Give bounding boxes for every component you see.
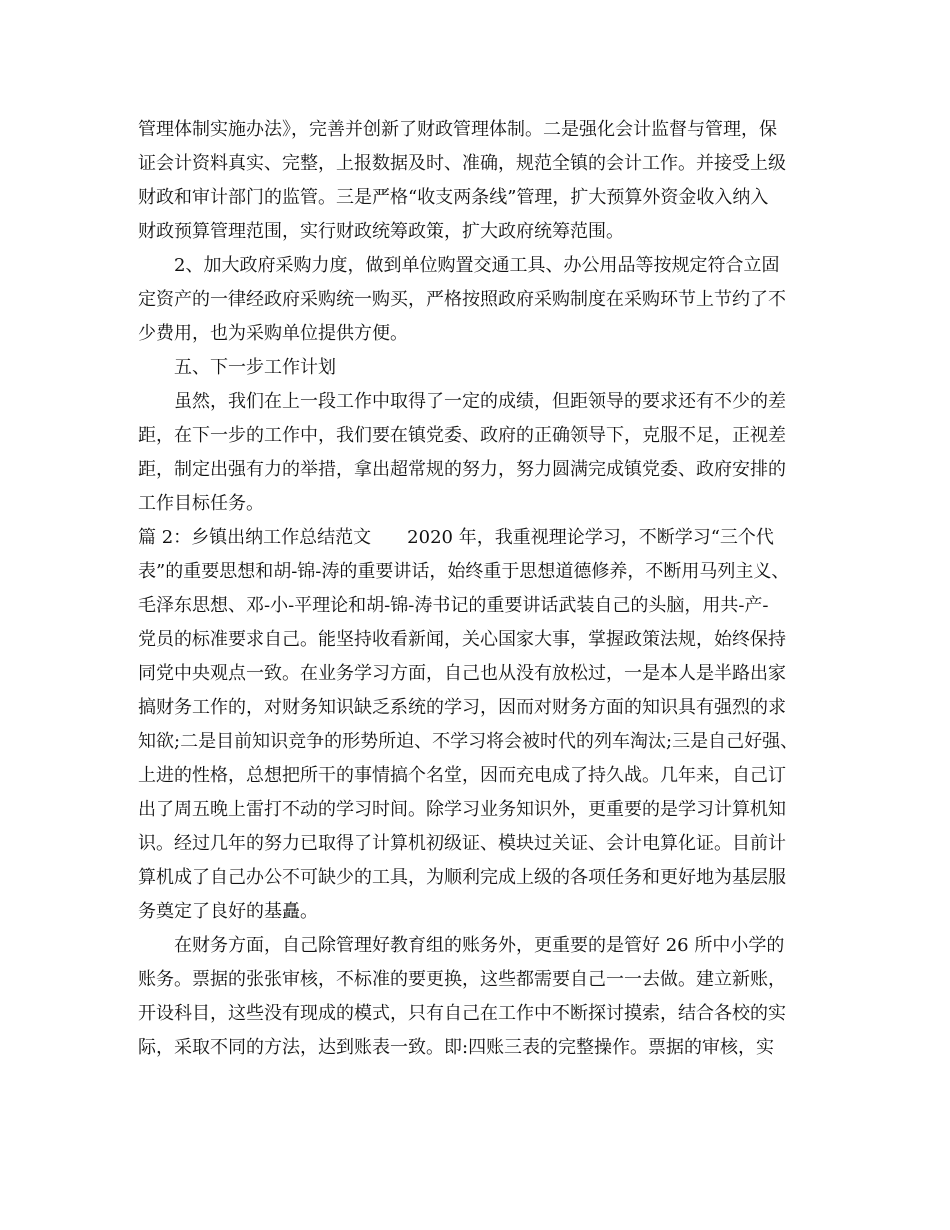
text-line: 工作目标任务。 bbox=[138, 493, 264, 514]
text-line: 务奠定了良好的基矗。 bbox=[138, 901, 318, 922]
text-line: 同党中央观点一致。在业务学习方面，自己也从没有放松过，一是本人是半路出家 bbox=[138, 663, 786, 684]
text-line: 2、加大政府采购力度，做到单位购置交通工具、办公用品等按规定符合立固 bbox=[174, 255, 780, 276]
text-line: 账务。票据的张张审核，不标准的要更换，这些都需要自己一一去做。建立新账， bbox=[138, 969, 786, 990]
text-line: 虽然，我们在上一段工作中取得了一定的成绩，但距领导的要求还有不少的差 bbox=[174, 391, 786, 412]
text-line: 开设科目，这些没有现成的模式，只有自己在工作中不断探讨摸索，结合各校的实 bbox=[138, 1003, 786, 1024]
text-line: 篇 2：乡镇出纳工作总结范文 2020 年，我重视理论学习，不断学习“三个代 bbox=[138, 527, 774, 548]
text-line: 识。经过几年的努力已取得了计算机初级证、模块过关证、会计电算化证。目前计 bbox=[138, 833, 786, 854]
text-line: 算机成了自己办公不可缺少的工具，为顺利完成上级的各项任务和更好地为基层服 bbox=[138, 867, 786, 888]
text-line: 少费用，也为采购单位提供方便。 bbox=[138, 323, 408, 344]
text-line: 财政和审计部门的监管。三是严格“收支两条线”管理，扩大预算外资金收入纳入 bbox=[138, 187, 769, 208]
text-line: 表”的重要思想和胡-锦-涛的重要讲话，始终重于思想道德修养，不断用马列主义、 bbox=[138, 561, 790, 582]
text-line: 毛泽东思想、邓-小-平理论和胡-锦-涛书记的重要讲话武装自己的头脑，用共-产- bbox=[138, 595, 769, 616]
text-line: 搞财务工作的，对财务知识缺乏系统的学习，因而对财务方面的知识具有强烈的求 bbox=[138, 697, 786, 718]
text-line: 上进的性格，总想把所干的事情搞个名堂，因而充电成了持久战。几年来，自己订 bbox=[138, 765, 786, 786]
text-line: 证会计资料真实、完整，上报数据及时、准确，规范全镇的会计工作。并接受上级 bbox=[138, 153, 786, 174]
text-line: 距，在下一步的工作中，我们要在镇党委、政府的正确领导下，克服不足，正视差 bbox=[138, 425, 786, 446]
text-line: 管理体制实施办法》，完善并创新了财政管理体制。二是强化会计监督与管理，保 bbox=[138, 119, 777, 140]
document-body bbox=[138, 113, 828, 1065]
text-line: 出了周五晚上雷打不动的学习时间。除学习业务知识外，更重要的是学习计算机知 bbox=[138, 799, 786, 820]
text-line: 在财务方面，自己除管理好教育组的账务外，更重要的是管好 26 所中小学的 bbox=[174, 935, 785, 956]
text-line: 财政预算管理范围，实行财政统筹政策，扩大政府统筹范围。 bbox=[138, 221, 624, 242]
text-line: 际，采取不同的方法，达到账表一致。即:四账三表的完整操作。票据的审核，实 bbox=[138, 1037, 775, 1058]
text-line: 距，制定出强有力的举措，拿出超常规的努力，努力圆满完成镇党委、政府安排的 bbox=[138, 459, 786, 480]
text-line: 定资产的一律经政府采购统一购买，严格按照政府采购制度在采购环节上节约了不 bbox=[138, 289, 786, 310]
text-line: 知欲;二是目前知识竞争的形势所迫、不学习将会被时代的列车淘汰;三是自己好强、 bbox=[138, 731, 799, 752]
text-line: 党员的标准要求自己。能坚持收看新闻，关心国家大事，掌握政策法规，始终保持 bbox=[138, 629, 786, 650]
text-line: 五、下一步工作计划 bbox=[174, 357, 336, 378]
